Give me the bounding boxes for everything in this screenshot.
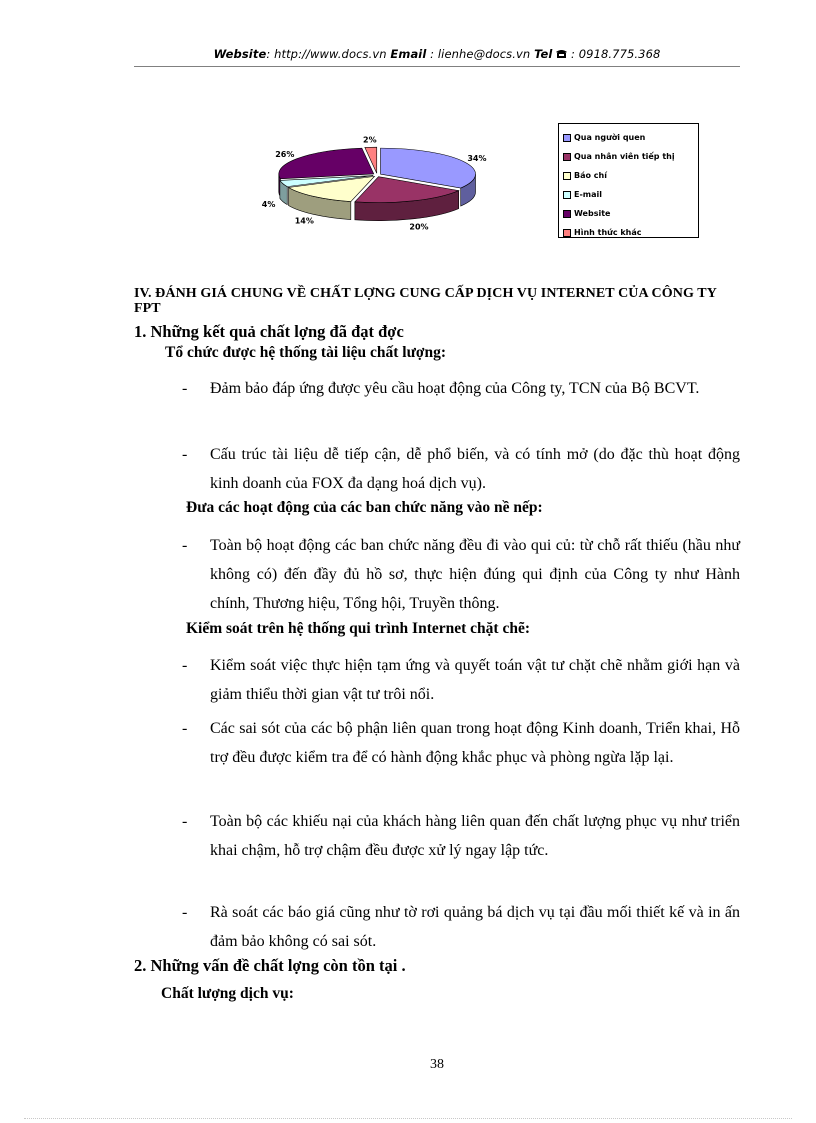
part1-sub1-label: Tổ chức được hệ thống tài liệu chất lượng <box>165 344 441 361</box>
legend-item <box>563 185 698 204</box>
bullet-text: Đảm bảo đáp ứng được yêu cầu hoạt động của Công ty, TCN của Bộ BCVT. <box>210 380 700 397</box>
legend-swatch <box>563 229 571 237</box>
bullet-text: Rà soát các báo giá cũng như tờ rơi quảng bá dịch vụ tại đầu mối thiết kế và in ấn đảm bảo không có sai sót. <box>210 904 740 950</box>
list-item: - Đảm bảo đáp ứng được yêu cầu hoạt động của Công ty, TCN của Bộ BCVT. <box>182 374 740 403</box>
list-item: - Kiểm soát việc thực hiện tạm ứng và quyết toán vật tư chặt chẽ nhằm giới hạn và giảm thiểu thời gian vật tư trôi nổi. <box>182 651 740 709</box>
list-item: - Cấu trúc tài liệu dễ tiếp cận, dễ phổ biến, và có tính mở (do đặc thù hoạt động kinh doanh của FOX đa dạng hoá dịch vụ). <box>182 440 740 498</box>
pie-data-label: 4% <box>261 200 276 210</box>
legend-item <box>563 128 698 147</box>
legend-label: E-mail <box>574 190 603 199</box>
chart-legend <box>558 123 699 238</box>
part1-sub3 <box>186 620 530 638</box>
bullet-text: Các sai sót của các bộ phận liên quan trong hoạt động Kinh doanh, Triển khai, Hỗ trợ đều được kiểm tra để có hành động khắc phục và phòng ngừa lặp lại. <box>210 720 740 766</box>
pie-data-label: 20% <box>409 222 429 232</box>
legend-label: Hình thức khác <box>574 228 642 237</box>
bullet-text: Toàn bộ hoạt động các ban chức năng đều đi vào qui củ: từ chỗ rất thiếu (hầu như không có) đến đầy đủ hồ sơ, thực hiện đúng qui định của Công ty như Hành chính, Thương hiệu, Tổng hội, Truyền thông. <box>210 537 740 612</box>
part2-sub1-suffix: : <box>288 985 294 1002</box>
part2-sub1-label: Chất lượng dịch vụ <box>161 985 289 1002</box>
list-item: - Toàn bộ hoạt động các ban chức năng đều đi vào qui củ: từ chỗ rất thiếu (hầu như không có) đến đầy đủ hồ sơ, thực hiện đúng qui định của Công ty như Hành chính, Thương hiệu, Tổng hội, Truyền thông. <box>182 531 740 618</box>
part1-heading: 1. Những kết quả chất lợng đã đạt đợc <box>134 322 404 341</box>
legend-label: Website <box>574 209 611 218</box>
email-label: Email <box>390 47 427 61</box>
bullet-text: Kiểm soát việc thực hiện tạm ứng và quyết toán vật tư chặt chẽ nhằm giới hạn và giảm thiểu thời gian vật tư trôi nổi. <box>210 657 740 703</box>
legend-item <box>563 166 698 185</box>
legend-item <box>563 204 698 223</box>
bottom-divider <box>24 1118 792 1119</box>
website-url: : http://www.docs.vn <box>266 47 391 61</box>
part1-sub2-label: Đưa các hoạt động của các ban chức năng vào nề nếp <box>186 499 538 516</box>
legend-swatch <box>563 210 571 218</box>
website-label: Website <box>213 47 267 61</box>
legend-label: Báo chí <box>574 171 607 180</box>
part1-sub2-suffix: : <box>537 499 543 516</box>
page-number: 38 <box>430 1057 444 1072</box>
pie-data-label: 14% <box>294 216 314 226</box>
legend-swatch <box>563 153 571 161</box>
legend-label: Qua người quen <box>574 133 646 142</box>
bullet-text: Toàn bộ các khiếu nại của khách hàng liên quan đến chất lượng phục vụ như triển khai chậm, hỗ trợ chậm đều được xử lý ngay lập tức. <box>210 813 740 859</box>
bullet-text: Cấu trúc tài liệu dễ tiếp cận, dễ phổ biến, và có tính mở (do đặc thù hoạt động kinh doanh của FOX đa dạng hoá dịch vụ). <box>210 446 740 492</box>
part1-sub1 <box>165 344 446 362</box>
legend-swatch <box>563 134 571 142</box>
legend-swatch <box>563 172 571 180</box>
part1-sub3-label: Kiểm soát trên hệ thống qui trình Internet chặt chẽ <box>186 620 525 637</box>
part2-heading: 2. Những vấn đề chất lợng còn tồn tại . <box>134 956 406 975</box>
part1-sub2 <box>186 499 543 517</box>
part1-sub3-suffix: : <box>524 620 530 637</box>
pie-data-label: 34% <box>467 153 487 163</box>
list-item: - Toàn bộ các khiếu nại của khách hàng liên quan đến chất lượng phục vụ như triển khai chậm, hỗ trợ chậm đều được xử lý ngay lập tức. <box>182 807 740 865</box>
header-divider <box>134 66 740 67</box>
email-value: : lienhe@docs.vn <box>426 47 535 61</box>
legend-item <box>563 223 698 242</box>
list-item: - Rà soát các báo giá cũng như tờ rơi quảng bá dịch vụ tại đầu mối thiết kế và in ấn đảm bảo không có sai sót. <box>182 898 740 956</box>
legend-swatch <box>563 191 571 199</box>
legend-item <box>563 147 698 166</box>
page-header <box>134 47 740 61</box>
pie-data-label: 26% <box>275 150 295 159</box>
section-title: IV. ĐÁNH GIÁ CHUNG VỀ CHẤT LỢNG CUNG CẤP DỊCH VỤ INTERNET CỦA CÔNG TY FPT <box>134 286 717 316</box>
legend-label: Qua nhân viên tiếp thị <box>574 152 675 161</box>
part2-sub1 <box>161 985 294 1003</box>
pie-data-label: 2% <box>363 135 377 145</box>
part1-sub1-suffix: : <box>440 344 447 361</box>
tel-label: Tel <box>534 47 553 61</box>
tel-value: : 0918.775.368 <box>571 47 661 61</box>
telephone-icon <box>556 47 571 61</box>
list-item: - Các sai sót của các bộ phận liên quan trong hoạt động Kinh doanh, Triển khai, Hỗ trợ đều được kiểm tra để có hành động khắc phục và phòng ngừa lặp lại. <box>182 714 740 772</box>
